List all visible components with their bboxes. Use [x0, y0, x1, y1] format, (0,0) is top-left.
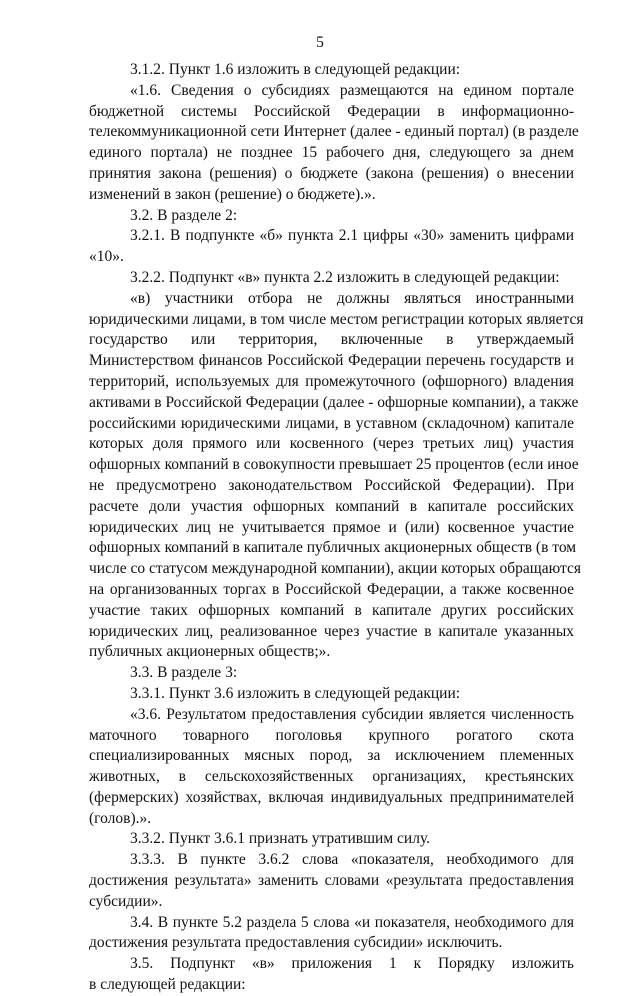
text-line: телекоммуникационной сети Интернет (далее - единый портал) (в разделе [89, 123, 579, 141]
text-line: юридических лиц не учитывается прямое и (или) косвенное участие [89, 518, 574, 536]
text-line: изменений в закон (решение) о бюджете).». [89, 185, 376, 203]
text-line: на организованных торгах в Российской Федерации, а также косвенное [89, 580, 574, 598]
text-line: 3.3.1. Пункт 3.6 изложить в следующей редакции: [130, 684, 461, 702]
text-line: 3.4. В пункте 5.2 раздела 5 слова «и показателя, необходимого для [130, 913, 574, 931]
text-line: 3.3. В разделе 3: [130, 664, 238, 682]
text-line: юридических лиц, реализованное через участие в капитале указанных [89, 622, 574, 640]
text-line: государство или территория, включенные в утверждаемый [89, 331, 574, 349]
text-line: 3.3.2. Пункт 3.6.1 признать утратившим силу. [130, 830, 431, 848]
text-line: не предусмотрено законодательством Российской Федерации). При [89, 476, 574, 494]
text-line: расчете доли участия офшорных компаний в капитале российских [89, 497, 574, 515]
text-line: 3.5. Подпункт «в» приложения 1 к Порядку изложить [130, 955, 574, 973]
text-line: животных, в сельскохозяйственных организациях, крестьянских [89, 768, 574, 786]
text-line: числе со статусом международной компании), акции которых обращаются [89, 560, 581, 578]
text-line: 3.3.3. В пункте 3.6.2 слова «показателя, необходимого для [130, 851, 574, 869]
text-line: российскими юридическими лицами, в уставном (складочном) капитале [89, 414, 574, 432]
text-line: принятия закона (решения) о бюджете (закона (решения) о внесении [89, 164, 574, 182]
text-line: офшорных компаний в капитале публичных акционерных обществ (в том [89, 539, 577, 557]
document-body [89, 60, 584, 996]
text-line: 3.2. В разделе 2: [130, 206, 238, 224]
text-line: специализированных мясных пород, за исключением племенных [89, 747, 574, 765]
text-line: в следующей редакции: [89, 976, 246, 994]
text-line: публичных акционерных обществ;». [89, 643, 331, 661]
text-line: 3.1.2. Пункт 1.6 изложить в следующей редакции: [130, 61, 461, 78]
text-line: (фермерских) хозяйствах, включая индивидуальных предпринимателей [89, 788, 574, 806]
text-line: достижения результата предоставления субсидии» исключить. [89, 934, 503, 952]
text-line: которых доля прямого или косвенного (через третьих лиц) участия [89, 435, 574, 453]
text-line: активами в Российской Федерации (далее - офшорные компании), а также [89, 393, 579, 411]
text-line: «в) участники отбора не должны являться иностранными [130, 289, 574, 307]
text-line: офшорных компаний в совокупности превышает 25 процентов (если иное [89, 456, 579, 474]
text-line: Министерством финансов Российской Федерации перечень государств и [89, 352, 574, 370]
page-number: 5 [316, 34, 324, 51]
text-line: 3.2.1. В подпункте «б» пункта 2.1 цифры «30» заменить цифрами [130, 227, 574, 245]
text-line: участие таких офшорных компаний в капитале других российских [89, 601, 574, 619]
text-line: достижения результата» заменить словами «результата предоставления [89, 872, 574, 890]
text-line: 3.2.2. Подпункт «в» пункта 2.2 изложить в следующей редакции: [130, 268, 560, 286]
text-line: бюджетной системы Российской Федерации в информационно- [89, 102, 574, 120]
text-line: «3.6. Результатом предоставления субсидии является численность [130, 705, 574, 723]
text-line: единого портала) не позднее 15 рабочего дня, следующего за днем [89, 144, 574, 162]
text-line: субсидии». [89, 892, 163, 910]
text-line: «10». [89, 248, 124, 266]
text-line: территорий, используемых для промежуточного (офшорного) владения [89, 372, 574, 390]
text-line: «1.6. Сведения о субсидиях размещаются на едином портале [130, 81, 574, 99]
text-line: (голов).». [89, 809, 152, 827]
text-line: маточного товарного поголовья крупного рогатого скота [89, 726, 574, 744]
text-line: юридическими лицами, в том числе местом регистрации которых является [89, 310, 584, 328]
